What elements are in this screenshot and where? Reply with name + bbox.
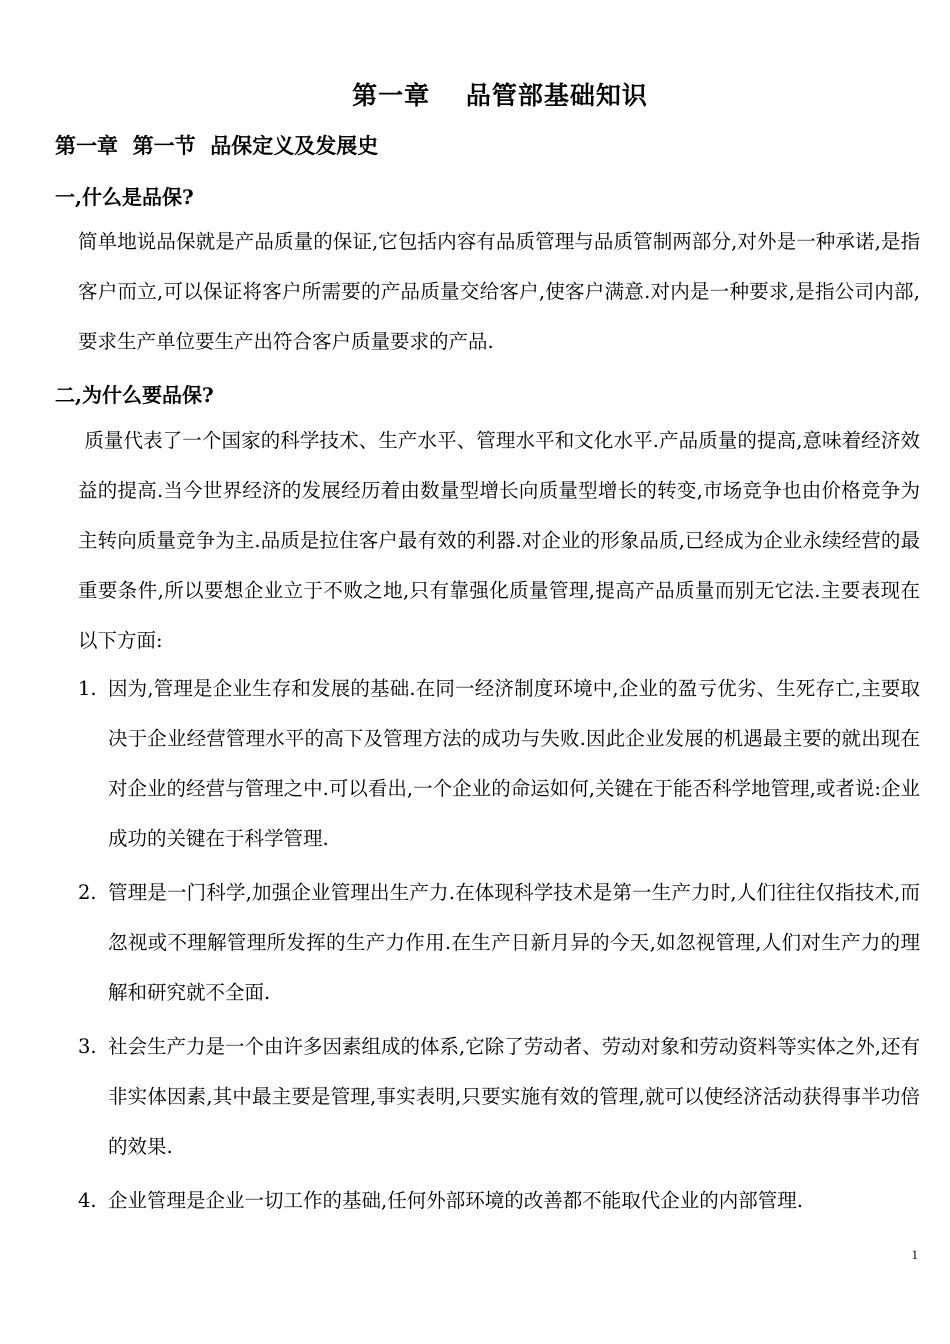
document-title: 第一章 品管部基础知识 [352,81,648,110]
list-item-number: 2. [78,881,97,904]
list-item-number: 1. [78,677,97,700]
list-item-text: 社会生产力是一个由许多因素组成的体系,它除了劳动者、劳动对象和劳动资料等实体之外,还有非实体因素,其中最主要是管理,事实表明,只要实施有效的管理,就可以使经济活动获得事半功倍的效果. [108,1035,920,1158]
list-item-number: 4. [78,1189,97,1212]
list-item [78,1176,920,1226]
list-item-number: 3. [78,1035,97,1058]
question-heading-what-is-qa: 一,什么是品保? [55,185,194,209]
paragraph-what-is-qa: 简单地说品保就是产品质量的保证,它包括内容有品质管理与品质管制两部分,对外是一种承诺,是指客户而立,可以保证将客户所需要的产品质量交给客户,使客户满意.对内是一种要求,是指公司内部,要求生产单位要生产出符合客户质量要求的产品. [78,230,920,353]
list-item [78,664,920,864]
list-item-text: 因为,管理是企业生存和发展的基础.在同一经济制度环境中,企业的盈亏优劣、生死存亡,主要取决于企业经营管理水平的高下及管理方法的成功与失败.因此企业发展的机遇最主要的就出现在对企业的经营与管理之中.可以看出,一个企业的命运如何,关键在于能否科学地管理,或者说:企业成功的关键在于科学管理. [108,677,920,850]
list-item [78,1022,920,1172]
reasons-list [78,664,920,1230]
page-number: 1 [911,1247,918,1262]
list-item-text: 企业管理是企业一切工作的基础,任何外部环境的改善都不能取代企业的内部管理. [108,1189,803,1212]
section-heading: 第一章 第一节 品保定义及发展史 [55,133,379,158]
paragraph-why-qa: 质量代表了一个国家的科学技术、生产水平、管理水平和文化水平.产品质量的提高,意味着经济效益的提高.当今世界经济的发展经历着由数量型增长向质量型增长的转变,市场竞争也由价格竞争为主转向质量竞争为主.品质是拉住客户最有效的利器.对企业的形象品质,已经成为企业永续经营的最重要条件,所以要想企业立于不败之地,只有靠强化质量管理,提高产品质量而别无它法.主要表现在以下方面: [78,429,921,652]
list-item-text: 管理是一门科学,加强企业管理出生产力.在体现科学技术是第一生产力时,人们往往仅指技术,而忽视或不理解管理所发挥的生产力作用.在生产日新月异的今天,如忽视管理,人们对生产力的理解和研究就不全面. [108,881,920,1004]
list-item [78,868,920,1018]
question-heading-why-qa: 二,为什么要品保? [55,383,214,407]
